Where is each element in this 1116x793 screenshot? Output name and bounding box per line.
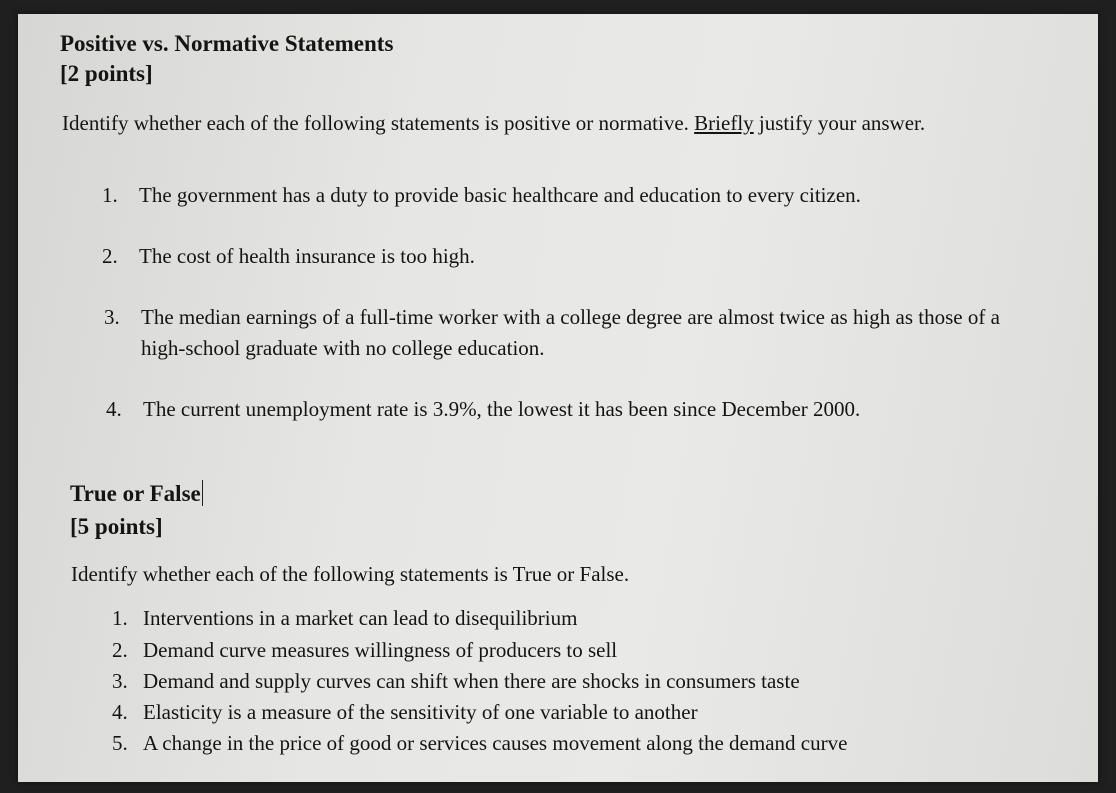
section1-instruction	[62, 108, 982, 138]
item-number: 1.	[112, 606, 128, 630]
item-text: Demand curve measures willingness of producers to sell	[143, 638, 618, 662]
item-text: Demand and supply curves can shift when there are shocks in consumers taste	[143, 669, 800, 693]
item-number: 2.	[112, 638, 128, 662]
item-number: 2.	[102, 244, 118, 268]
text-cursor	[202, 480, 203, 506]
item-text: A change in the price of good or services causes movement along the demand curve	[143, 731, 848, 755]
item-number: 5.	[112, 731, 128, 755]
tf-item	[112, 697, 698, 727]
section2-points: [5 points]	[70, 514, 163, 539]
section1-instruction-text: Identify whether each of the following statements is positive or normative.	[62, 111, 695, 135]
section1-instruction-text-end: justify your answer.	[753, 111, 926, 135]
item-text: Elasticity is a measure of the sensitivity of one variable to another	[143, 700, 698, 724]
document-page	[18, 14, 1098, 782]
section1-item	[102, 180, 1002, 211]
section2-title[interactable]	[70, 480, 203, 508]
item-number: 1.	[102, 183, 118, 207]
tf-item	[112, 728, 847, 758]
section1-item	[102, 241, 1002, 272]
item-number: 3.	[112, 669, 128, 693]
section1-item	[104, 302, 1014, 364]
section2-title-text: True or False	[70, 481, 201, 506]
item-text: The government has a duty to provide basic healthcare and education to every citizen.	[139, 183, 861, 207]
section1-title: Positive vs. Normative Statements	[60, 31, 394, 56]
tf-item	[112, 603, 577, 633]
item-text: The cost of health insurance is too high.	[139, 244, 475, 268]
item-text: The median earnings of a full-time worker with a college degree are almost twice as high as those of a high-school graduate with no college education.	[141, 305, 1000, 360]
item-number: 4.	[106, 397, 122, 421]
item-text: Interventions in a market can lead to disequilibrium	[143, 606, 578, 630]
item-number: 4.	[112, 700, 128, 724]
tf-item	[112, 635, 617, 665]
section1-points: [2 points]	[60, 61, 153, 86]
briefly-underlined: Briefly	[694, 111, 754, 135]
section2-instruction: Identify whether each of the following statements is True or False.	[71, 562, 630, 586]
item-text: The current unemployment rate is 3.9%, the lowest it has been since December 2000.	[143, 397, 861, 421]
item-number: 3.	[104, 305, 120, 329]
section1-item	[106, 394, 1016, 425]
tf-item	[112, 666, 800, 696]
